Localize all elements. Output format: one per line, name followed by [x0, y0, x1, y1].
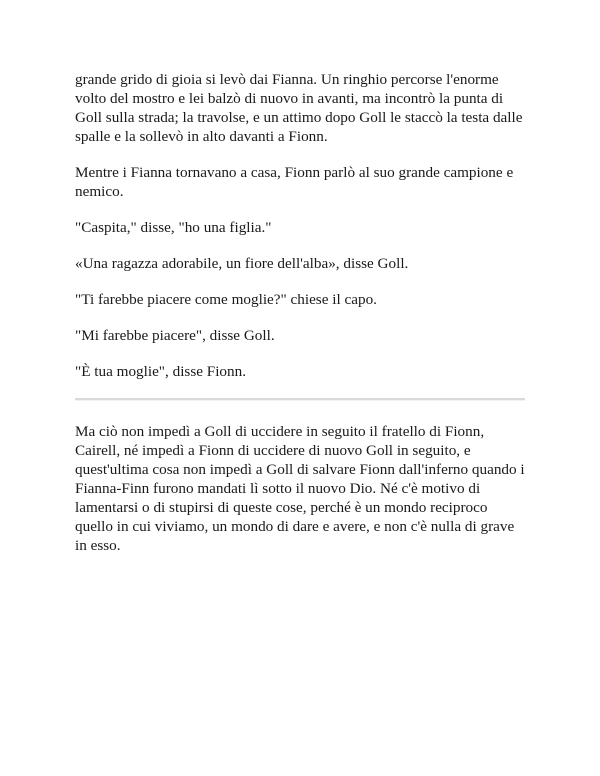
paragraph-dialogue-daughter: "Caspita," disse, "ho una figlia." [75, 219, 272, 236]
document-page [75, 70, 527, 572]
paragraph-fianna-return: Mentre i Fianna tornavano a casa, Fionn parlò al suo grande campione e nemico. [75, 164, 514, 200]
paragraph-epilogue: Ma ciò non impedì a Goll di uccidere in seguito il fratello di Fionn, Cairell, né impedì a Fionn di uccidere di nuovo Goll in seguito, e quest'ultima cosa non impedì a Goll di salvare Fionn dall'inferno quando i Fianna-Finn furono mandati lì sotto il nuovo Dio. Né c'è motivo di lamentarsi o di stupirsi di queste cose, perché è un mondo reciproco quello in cui viviamo, un mondo di dare e avere, e non c'è nulla di grave in esso. [75, 423, 525, 554]
paragraph-dialogue-fionn-final: "È tua moglie", disse Fionn. [75, 363, 247, 380]
paragraph-dialogue-wife-question: "Ti farebbe piacere come moglie?" chiese il capo. [75, 291, 377, 308]
section-divider [75, 398, 525, 401]
paragraph-dialogue-goll-reply: «Una ragazza adorabile, un fiore dell'alba», disse Goll. [75, 255, 409, 272]
paragraph-story-continuation: grande grido di gioia si levò dai Fianna. Un ringhio percorse l'enorme volto del mostro e lei balzò di nuovo in avanti, ma incontrò la punta di Goll sulla strada; la travolse, e un attimo dopo Goll le staccò la testa dalle spalle e la sollevò in alto davanti a Fionn. [75, 71, 523, 145]
paragraph-dialogue-goll-accept: "Mi farebbe piacere", disse Goll. [75, 327, 275, 344]
